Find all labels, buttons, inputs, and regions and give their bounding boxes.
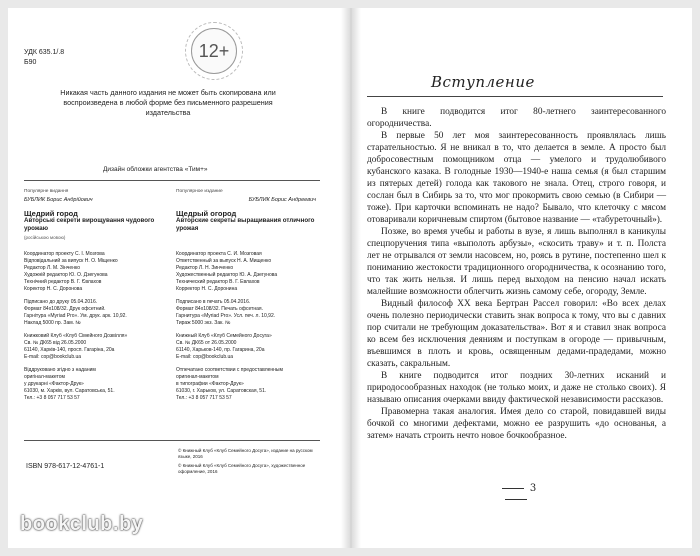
author-name: БУБЛИК Борис Андреевич — [248, 197, 316, 203]
printer-line: Тел.: +3 8 057 717 53 57 — [24, 395, 80, 401]
credit-line: Редактор Л. М. Зінченко — [24, 265, 80, 271]
paragraph: В книге подводится итог 80-летнего заинтересованного огородничества. — [367, 107, 666, 129]
udk-code: УДК 635.1/.8 — [24, 49, 65, 56]
book-spine — [341, 8, 361, 548]
publisher-line: 61140, Харьков-140, пр. Гагарина, 20а — [176, 347, 265, 353]
language-note: (російською мовою) — [24, 235, 66, 240]
publisher-line: Книжковий Клуб «Клуб Сімейного Дозвілля» — [24, 333, 128, 339]
language-note-spacer — [176, 234, 316, 241]
page-number: 3 — [481, 483, 551, 505]
bbk-code: Б90 — [24, 59, 37, 66]
divider-bottom — [24, 440, 320, 441]
book-subtitle: Авторські секрети вирощування чудового урожаю — [24, 217, 155, 232]
printer-line: Віддруковано згідно з наданим — [24, 367, 96, 373]
book-subtitle: Авторские секреты выращивания отличного урожая — [176, 217, 315, 232]
printer-line: в типографии «Фактор-Друк» — [176, 381, 244, 387]
print-line: Тираж 5000 экз. Зак. № — [176, 320, 231, 326]
credits-list — [176, 251, 316, 293]
printer-line: 61030, м. Харків, вул. Саратовська, 51. — [24, 388, 115, 394]
publisher-line: Св. № ДК65 от 26.05.2000 — [176, 340, 237, 346]
credit-line: Координатор проекта С. И. Мозговая — [176, 251, 262, 257]
imprint-ukrainian — [24, 188, 164, 402]
printer-line: оригинал-макетом — [176, 374, 219, 380]
credit-line: Ответственный за выпуск Н. А. Мищенко — [176, 258, 272, 264]
book-spread — [8, 8, 692, 548]
imprint-russian — [176, 188, 316, 402]
credit-line: Коректор Н. С. Доронова — [24, 286, 83, 292]
classification-codes — [24, 48, 64, 68]
print-line: Подписано в печать 05.04.2016. — [176, 299, 251, 305]
author-name: БУБЛИК Борис Андрійович — [24, 197, 93, 203]
print-line: Формат 84х108/32. Печать офсетная. — [176, 306, 263, 312]
publisher-line: E-mail: cop@bookclub.ua — [176, 354, 234, 360]
divider-top — [24, 180, 320, 181]
paragraph: Правомерна такая аналогия. Имея дело со старой, повидавшей виды бочкой со многими дефектами, можно ее разрушить «до основанья, а затем» начать строить нечто новое бочкообразное. — [367, 407, 666, 441]
publisher-line: Св. № ДК65 від 26.05.2000 — [24, 340, 87, 346]
credit-line: Координатор проекту С. І. Мозгова — [24, 251, 105, 257]
printer-line: оригінал-макетом — [24, 374, 65, 380]
isbn: ISBN 978-617-12-4761-1 — [26, 463, 105, 470]
introduction-page — [361, 8, 692, 548]
paragraph: Видный философ XX века Бертран Рассел говорил: «Во всех делах очень полезно периодически ставить знак вопроса к тому, что вы с давних пор считали не требующим доказательства». Вот я и ставил знак вопроса ко всем без исключения деяниям и поступкам в огороде — привычным, въевшимся в плоть и кровь, освященным дедами-прадедами, можно сказать, сакральным. — [367, 299, 666, 369]
printer-details — [176, 367, 316, 402]
printer-line: Отпечатано соответствии с предоставленным — [176, 367, 283, 373]
credit-line: Редактор Л. Н. Зинченко — [176, 265, 234, 271]
printer-line: 61030, г. Харьков, ул. Саратовская, 51. — [176, 388, 267, 394]
credit-line: Технический редактор В. Г. Евлахов — [176, 279, 260, 285]
copyright-notice: Никакая часть данного издания не может быть скопирована или воспроизведена в любой форме без письменного разрешения издательства — [60, 88, 276, 117]
copyright-line: © Книжный Клуб «Клуб Семейного Досуга», издание на русском языке, 2016 — [178, 448, 313, 459]
paragraph: В книге подводится итог поздних 30-летних исканий и природосообразных находок (не только моих, и даже не столько своих). Я называю описания очерками ввиду фактической независимости рассказов. — [367, 371, 666, 405]
publisher-details — [176, 333, 316, 361]
printer-line: Тел.: +3 8 057 717 53 57 — [176, 395, 232, 401]
publisher-line: Книжный Клуб «Клуб Семейного Досуга» — [176, 333, 272, 339]
book-title: Щедрий город — [24, 209, 78, 218]
print-details — [176, 299, 316, 327]
print-line: Гарнитура «Myriad Pro». Усл. печ. л. 10,92. — [176, 313, 276, 319]
credit-line: Технічний редактор В. Г. Євлахов — [24, 279, 102, 285]
print-line: Гарнітура «Myriad Pro». Ум. друк. арк. 10,92. — [24, 313, 127, 319]
copyright-lines — [178, 448, 318, 478]
credits-list — [24, 251, 164, 293]
printer-line: у друкарні «Фактор-Друк» — [24, 381, 84, 387]
cover-designer: Дизайн обложки агентства «Тим+» — [103, 166, 208, 173]
credit-line: Художній редактор Ю. О. Дзегунова — [24, 272, 108, 278]
copyright-line: © Книжный Клуб «Клуб Семейного Досуга», художественное оформление, 2016 — [178, 463, 306, 474]
chapter-title: Вступление — [431, 73, 535, 91]
paragraph: В первые 50 лет моя заинтересованность проявлялась лишь старательностью. Я не вникал в то, что делается в земле. А просто был добросовестным помощником отца — умелого и трудолюбивого кубанского казака. В голодные 1930—1940-е наша семья (я был старшим из пятерых детей) голода как такового не знала. Отец, строго говоря, и сослан был в Сибирь за то, что мог прокормить свою семью (в Сибири — тоже). При карточки вспоминать не надо? Бывало, что клеточку с мясом отоваривали коричневым спиртом (бытовое название — «табуреточный»). — [367, 131, 666, 225]
imprint-page — [8, 8, 341, 548]
credit-line: Художественный редактор Ю. А. Дзегунова — [176, 272, 278, 278]
title-rule — [367, 96, 663, 97]
publisher-line: 61140, Харків-140, просп. Гагаріна, 20а — [24, 347, 115, 353]
age-rating-badge: 12+ — [191, 28, 237, 74]
print-line: Наклад 5000 пр. Зам. № — [24, 320, 81, 326]
paragraph: Позже, во время учебы и работы в вузе, я лишь выполнял в каникулы спецпоручения типа «выполоть арбузы», «скосить траву» и т. п. Полста лет не отрывался от земли насовсем, но, роясь в рутине, постепенно шел к пониманию жестокости традиционного огородничества, к осознанию того, что так жить нельзя. И лишь перед выходом на пенсию начал искать малейшие возможности облегчить жизнь самому себе, огороду, Земле. — [367, 227, 666, 297]
publisher-details — [24, 333, 164, 361]
site-watermark: bookclub.by — [20, 513, 144, 535]
publisher-line: E-mail: cop@bookclub.ua — [24, 354, 82, 360]
print-details — [24, 299, 164, 327]
book-title: Щедрый огород — [176, 209, 237, 218]
series-label: Популярное издание — [176, 189, 223, 194]
print-line: Підписано до друку 05.04.2016. — [24, 299, 98, 305]
printer-details — [24, 367, 164, 402]
credit-line: Корректор Н. С. Доронина — [176, 286, 238, 292]
body-text — [367, 106, 666, 442]
credit-line: Відповідальний за випуск Н. О. Міщенко — [24, 258, 118, 264]
series-label: Популярне видання — [24, 189, 69, 194]
print-line: Формат 84х108/32. Друк офсетний. — [24, 306, 106, 312]
